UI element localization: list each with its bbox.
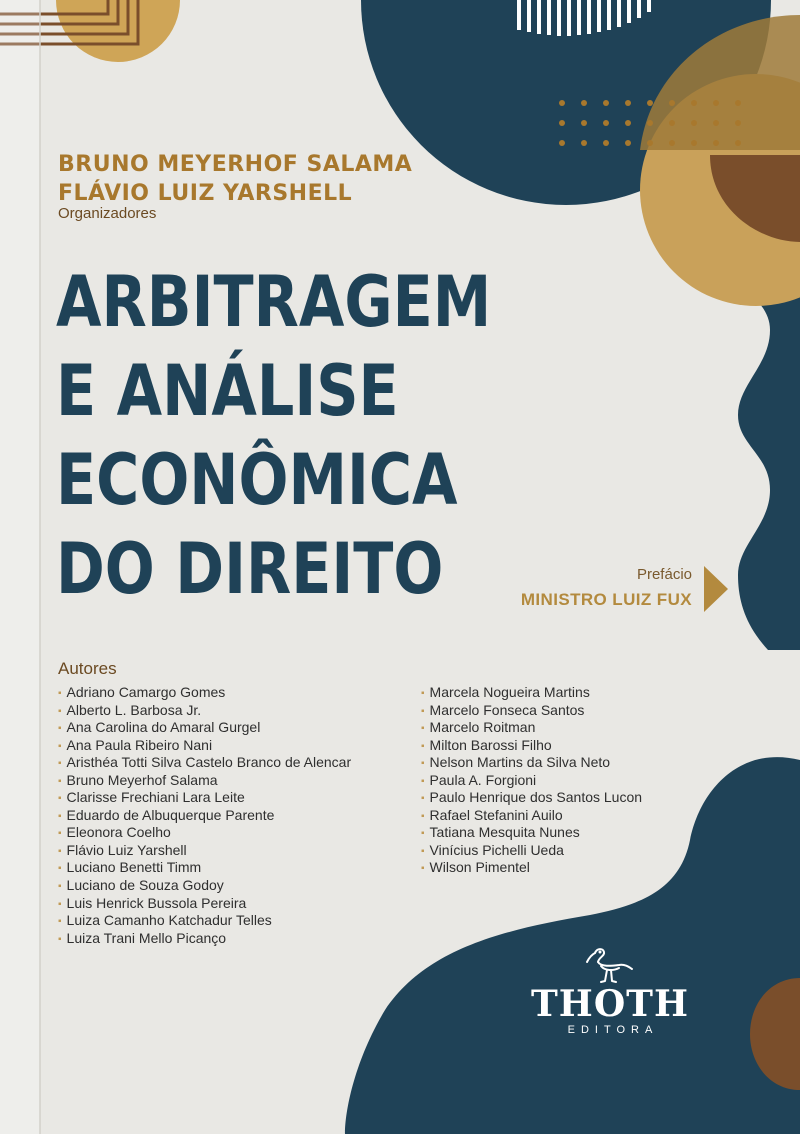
bullet-icon: ▪ xyxy=(421,758,425,770)
author-name: Nelson Martins da Silva Neto xyxy=(429,754,611,771)
author-name: Ana Paula Ribeiro Nani xyxy=(66,736,213,753)
bullet-icon: ▪ xyxy=(421,740,425,752)
title-line-2: E ANÁLISE xyxy=(56,350,399,432)
bullet-icon: ▪ xyxy=(421,863,425,875)
author-name: Marcelo Roitman xyxy=(429,719,536,736)
author-name: Marcelo Fonseca Santos xyxy=(429,701,585,718)
bullet-icon: ▪ xyxy=(421,688,425,699)
author-item xyxy=(58,930,351,948)
author-item xyxy=(58,772,351,790)
author-item xyxy=(421,719,642,737)
author-name: Flávio Luiz Yarshell xyxy=(66,841,187,858)
author-name: Luciano de Souza Godoy xyxy=(66,877,224,894)
author-name: Clarisse Frechiani Lara Leite xyxy=(66,789,245,806)
ibis-bird-icon xyxy=(585,945,635,985)
author-name: Eduardo de Albuquerque Parente xyxy=(66,806,275,823)
author-name: Luis Henrick Bussola Pereira xyxy=(66,894,247,911)
publisher-logo xyxy=(525,945,695,1045)
publisher-subtitle: EDITORA xyxy=(567,1024,659,1036)
author-item xyxy=(421,754,642,772)
author-name: Paulo Henrique dos Santos Lucon xyxy=(429,789,643,806)
bullet-icon: ▪ xyxy=(421,775,425,787)
author-item xyxy=(58,859,351,877)
author-item xyxy=(421,824,642,842)
author-item xyxy=(421,772,642,790)
bullet-icon: ▪ xyxy=(421,845,425,857)
publisher-name: THOTH xyxy=(531,983,689,1025)
author-name: Wilson Pimentel xyxy=(429,859,530,876)
author-name: Aristhéa Totti Silva Castelo Branco de Alencar xyxy=(66,754,352,771)
bullet-icon: ▪ xyxy=(58,810,62,822)
bullet-icon: ▪ xyxy=(58,863,62,875)
author-item xyxy=(421,789,642,807)
author-item xyxy=(421,684,642,702)
author-item xyxy=(421,702,642,720)
bullet-icon: ▪ xyxy=(58,758,62,770)
author-name: Tatiana Mesquita Nunes xyxy=(429,824,580,841)
bullet-icon: ▪ xyxy=(58,845,62,857)
author-item xyxy=(58,877,351,895)
author-name: Rafael Stefanini Auilo xyxy=(429,806,563,823)
author-item xyxy=(58,737,351,755)
author-name: Eleonora Coelho xyxy=(66,824,171,841)
author-item xyxy=(58,754,351,772)
bullet-icon: ▪ xyxy=(58,705,62,717)
bullet-icon: ▪ xyxy=(58,916,62,928)
author-name: Paula A. Forgioni xyxy=(429,771,537,788)
bullet-icon: ▪ xyxy=(421,828,425,840)
spine-shade xyxy=(0,0,40,1134)
author-item xyxy=(421,737,642,755)
organizer-name-1: BRUNO MEYERHOF SALAMA xyxy=(58,152,413,177)
author-name: Vinícius Pichelli Ueda xyxy=(429,841,564,858)
author-name: Milton Barossi Filho xyxy=(429,736,552,753)
organizers-label: Organizadores xyxy=(58,205,157,222)
author-name: Marcela Nogueira Martins xyxy=(429,684,590,700)
bullet-icon: ▪ xyxy=(58,723,62,735)
author-name: Luiza Trani Mello Picanço xyxy=(66,929,227,946)
author-item xyxy=(58,842,351,860)
bullet-icon: ▪ xyxy=(58,740,62,752)
title-line-3: ECONÔMICA xyxy=(56,439,458,521)
preface-arrow xyxy=(704,566,728,612)
authors-heading: Autores xyxy=(58,659,117,678)
preface-label: Prefácio xyxy=(636,566,692,583)
author-item xyxy=(58,807,351,825)
author-item xyxy=(58,912,351,930)
authors-list-right xyxy=(421,684,642,877)
bullet-icon: ▪ xyxy=(58,881,62,893)
bullet-icon: ▪ xyxy=(421,810,425,822)
author-name: Alberto L. Barbosa Jr. xyxy=(66,701,202,718)
title-line-4: DO DIREITO xyxy=(56,528,444,610)
author-name: Bruno Meyerhof Salama xyxy=(66,771,218,788)
author-item xyxy=(421,807,642,825)
author-item xyxy=(58,684,351,702)
author-name: Luciano Benetti Timm xyxy=(66,859,202,876)
author-item xyxy=(421,842,642,860)
preface-author: MINISTRO LUIZ FUX xyxy=(520,590,692,609)
organizer-name-2: FLÁVIO LUIZ YARSHELL xyxy=(58,181,353,206)
bullet-icon: ▪ xyxy=(58,688,62,699)
book-title xyxy=(56,258,491,614)
bullet-icon: ▪ xyxy=(421,723,425,735)
bullet-icon: ▪ xyxy=(421,705,425,717)
author-item xyxy=(58,702,351,720)
author-item xyxy=(58,824,351,842)
author-name: Luiza Camanho Katchadur Telles xyxy=(66,912,272,929)
bullet-icon: ▪ xyxy=(58,933,62,945)
author-item xyxy=(58,719,351,737)
bullet-icon: ▪ xyxy=(58,898,62,910)
author-item xyxy=(421,859,642,877)
author-item xyxy=(58,789,351,807)
bullet-icon: ▪ xyxy=(58,793,62,805)
authors-list-left xyxy=(58,684,351,947)
author-name: Adriano Camargo Gomes xyxy=(66,684,226,700)
title-line-1: ARBITRAGEM xyxy=(56,261,492,343)
bullet-icon: ▪ xyxy=(58,775,62,787)
author-name: Ana Carolina do Amaral Gurgel xyxy=(66,719,261,736)
bullet-icon: ▪ xyxy=(58,828,62,840)
bullet-icon: ▪ xyxy=(421,793,425,805)
author-item xyxy=(58,895,351,913)
